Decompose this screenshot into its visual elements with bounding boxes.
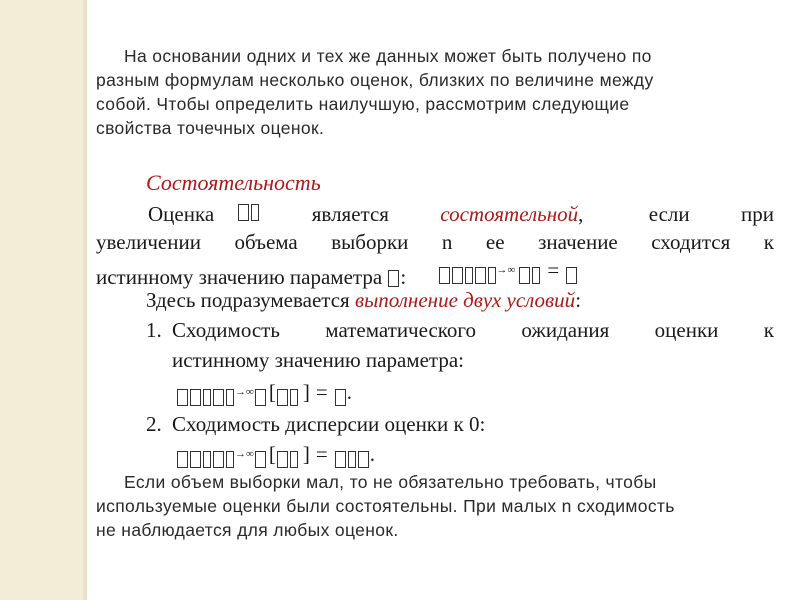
item-2-number: 2. [146,412,162,436]
parameter-symbol [388,270,399,287]
closing-paragraph [96,470,776,542]
limit-formula-1 [438,256,579,284]
placeholder-glyph [226,389,234,406]
item-2-line [146,410,485,438]
limit-subscript: →∞ [496,264,516,276]
placeholder-glyph [203,389,211,406]
equals-sign: = [547,258,560,282]
dot: . [369,442,375,466]
intro-paragraph [96,44,776,140]
placeholder-glyph [488,267,496,284]
word-pri: при [740,202,774,226]
bracket-close: ] [302,442,310,466]
placeholder-glyph [277,451,288,468]
placeholder-glyph [177,451,188,468]
placeholder-glyph [335,389,346,406]
item1-word: Сходимость [172,318,280,342]
equals-sign: = [315,442,328,466]
placeholder-glyph [203,451,211,468]
def2-word: значение [538,230,618,254]
placeholder-glyph [335,451,346,468]
def3-colon: : [400,265,407,289]
bracket-open: [ [268,380,276,404]
placeholder-glyph [519,267,530,284]
estimate-symbol [237,204,260,221]
definition-line-1 [96,200,774,228]
def2-word: ее [485,230,505,254]
conditions-text: Здесь подразумевается [146,288,355,312]
placeholder-glyph [213,389,224,406]
placeholder-glyph [439,267,450,284]
intro-line-4: свойства точечных оценок. [96,118,325,138]
placeholder-glyph [532,267,540,284]
formula-expectation [176,378,352,413]
item-2-text: Сходимость дисперсии оценки к 0: [172,412,486,436]
placeholder-glyph [213,451,224,468]
item1-word: оценки [654,318,719,342]
section-heading: Состоятельность [146,170,321,195]
definition-line-2 [96,228,774,256]
word-otsenka: Оценка [148,202,215,226]
conditions-red: выполнение двух условий [354,288,576,312]
placeholder-glyph [255,389,266,406]
def3-text: истинному значению параметра [96,265,383,289]
placeholder-glyph [348,451,356,468]
closing-line-1: Если объем выборки мал, то не обязательно требовать, чтобы [124,472,657,492]
placeholder-glyph [465,267,473,284]
def2-word: к [763,230,774,254]
placeholder-glyph [290,451,298,468]
placeholder-glyph [452,267,463,284]
intro-line-1: На основании одних и тех же данных может быть получено по [124,46,652,66]
item-1-line-1 [146,316,774,344]
term-sostoyatelnoy: состоятельной [440,202,579,226]
def2-word: увеличении [96,230,201,254]
limit-subscript: →∞ [235,448,254,460]
def2-word: выборки [331,230,409,254]
bracket-close: ] [302,380,310,404]
placeholder-glyph [277,389,288,406]
item1-word: к [763,318,774,342]
item-1-line-2: истинному значению параметра: [172,348,464,372]
item-1-number: 1. [146,318,162,342]
word-yavlyaetsya: является [311,202,389,226]
dot: . [346,380,352,404]
placeholder-glyph [475,267,486,284]
comma: , [578,202,584,226]
placeholder-glyph [177,389,188,406]
placeholder-glyph [190,389,201,406]
def2-word: объема [234,230,298,254]
placeholder-glyph [226,451,234,468]
intro-line-3: собой. Чтобы определить наилучшую, рассмотрим следующие [96,94,630,114]
equals-sign: = [315,380,328,404]
limit-subscript: →∞ [235,386,254,398]
def2-word: n [441,230,453,254]
placeholder-glyph [290,389,298,406]
placeholder-glyph [251,204,259,221]
placeholder-glyph [238,204,249,221]
intro-line-2: разным формулам несколько оценок, близких по величине между [96,70,654,90]
placeholder-glyph [190,451,201,468]
closing-line-3: не наблюдается для любых оценок. [96,520,399,540]
item1-word: ожидания [521,318,610,342]
item1-word: математического [325,318,477,342]
closing-line-2: используемые оценки были состоятельны. При малых n сходимость [96,496,675,516]
placeholder-glyph [566,267,577,284]
conditions-intro [146,286,581,314]
placeholder-glyph [255,451,266,468]
def2-word: сходится [651,230,731,254]
conditions-colon: : [575,288,582,312]
word-esli: если [648,202,690,226]
bracket-open: [ [268,442,276,466]
placeholder-glyph [358,451,369,468]
